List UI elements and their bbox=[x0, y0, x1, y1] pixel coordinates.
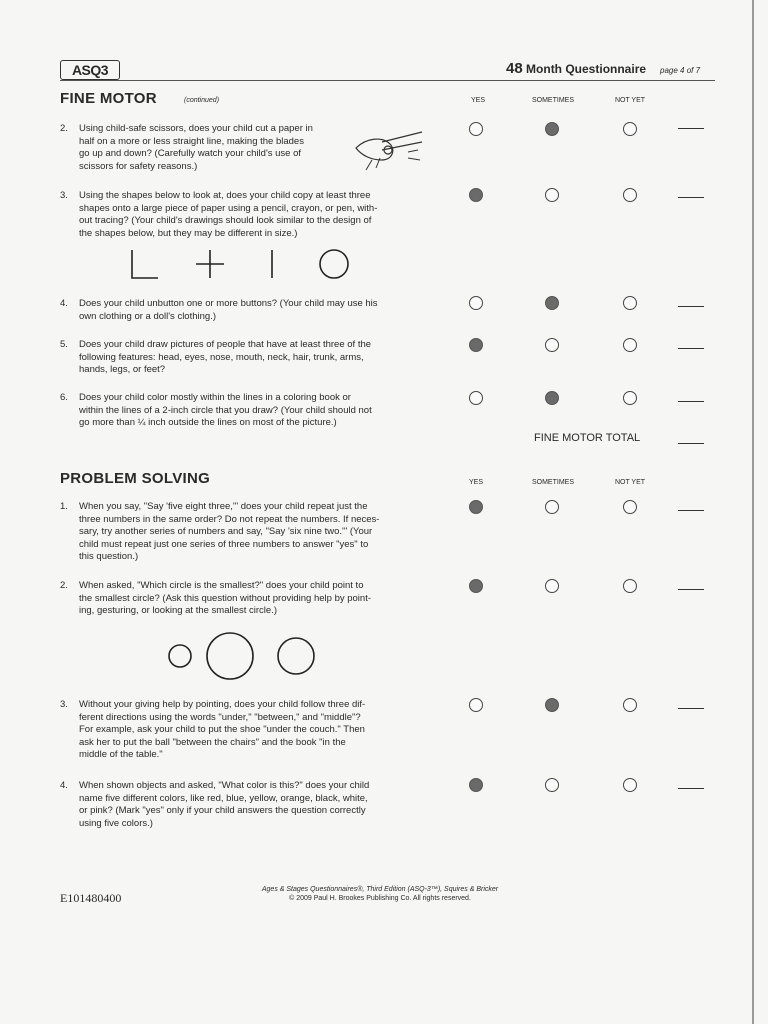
fm-q2-number: 2. bbox=[60, 123, 68, 134]
shape-circle bbox=[320, 250, 348, 278]
ps-q1-not-yet-radio[interactable] bbox=[623, 500, 637, 514]
fm-q4-not-yet-radio[interactable] bbox=[623, 296, 637, 310]
fm-q3-score-blank[interactable] bbox=[678, 197, 704, 198]
credit-line-1: Ages & Stages Questionnaires®, Third Edition (ASQ-3™), Squires & Bricker bbox=[261, 886, 499, 893]
ps-q4-score-blank[interactable] bbox=[678, 788, 704, 789]
ps-q2-text: When asked, "Which circle is the smallest?" does your child point to the smallest circle? (Ask this question without providing help by point- ing, gesturing, or looking at the smallest circle.) bbox=[79, 580, 372, 617]
ps-col-header-not-yet: NOT YET bbox=[614, 479, 646, 486]
fm-q6-sometimes-radio[interactable] bbox=[545, 391, 559, 405]
fm-q4-text: Does your child unbutton one or more buttons? (Your child may use his own clothing or a doll's clothing.) bbox=[79, 298, 378, 322]
ps-q3-number: 3. bbox=[60, 699, 68, 710]
ps-q2-not-yet-radio[interactable] bbox=[623, 579, 637, 593]
fm-q5-number: 5. bbox=[60, 339, 68, 350]
ps-q2-yes-radio[interactable] bbox=[469, 579, 483, 593]
questionnaire-number: 48 bbox=[506, 60, 523, 77]
fm-q3-sometimes-radio[interactable] bbox=[545, 188, 559, 202]
page-number: page 4 of 7 bbox=[660, 66, 701, 75]
fm-q3-text: Using the shapes below to look at, does your child copy at least three shapes onto a large piece of paper using a pencil, crayon, or pen, with- out tracing? (Your child's drawings should look similar to the design of the shapes below, but they may be different in size.) bbox=[79, 190, 378, 239]
fine-motor-title: FINE MOTOR bbox=[60, 90, 157, 107]
fm-q3-yes-radio[interactable] bbox=[469, 188, 483, 202]
ps-q2-score-blank[interactable] bbox=[678, 589, 704, 590]
credit-line-2: © 2009 Paul H. Brookes Publishing Co. All rights reserved. bbox=[289, 895, 471, 902]
fm-q3-number: 3. bbox=[60, 190, 68, 201]
fm-q6-not-yet-radio[interactable] bbox=[623, 391, 637, 405]
ps-q1-number: 1. bbox=[60, 501, 68, 512]
fine-motor-total-blank[interactable] bbox=[678, 443, 704, 444]
fm-q6-score-blank[interactable] bbox=[678, 401, 704, 402]
fm-q4-yes-radio[interactable] bbox=[469, 296, 483, 310]
ps-col-header-yes: YES bbox=[468, 479, 484, 486]
fm-q5-not-yet-radio[interactable] bbox=[623, 338, 637, 352]
copyright-credit bbox=[240, 885, 520, 903]
fm-q4-number: 4. bbox=[60, 298, 68, 309]
fm-q4-sometimes-radio[interactable] bbox=[545, 296, 559, 310]
questionnaire-label: Month Questionnaire bbox=[526, 62, 647, 76]
shape-plus bbox=[196, 250, 224, 278]
col-header-yes: YES bbox=[470, 97, 486, 104]
fm-q2-yes-radio[interactable] bbox=[469, 122, 483, 136]
ps-q4-number: 4. bbox=[60, 780, 68, 791]
asq3-logo: ASQ3 bbox=[60, 60, 120, 80]
fm-q5-score-blank[interactable] bbox=[678, 348, 704, 349]
ps-q1-sometimes-radio[interactable] bbox=[545, 500, 559, 514]
large-circle bbox=[207, 633, 253, 679]
small-circle bbox=[169, 645, 191, 667]
ps-q3-text: Without your giving help by pointing, does your child follow three dif- ferent directions using the words "under," "between," and "middle"? For example, ask your child to put the shoe "under the couch." Then ask her to put the ball "between the chairs" and the book "in the middle of the table." bbox=[79, 699, 366, 761]
ps-q3-yes-radio[interactable] bbox=[469, 698, 483, 712]
form-code: E101480400 bbox=[60, 891, 122, 905]
fm-q5-sometimes-radio[interactable] bbox=[545, 338, 559, 352]
header-rule bbox=[60, 80, 715, 81]
ps-q4-sometimes-radio[interactable] bbox=[545, 778, 559, 792]
ps-q2-sometimes-radio[interactable] bbox=[545, 579, 559, 593]
fm-q2-score-blank[interactable] bbox=[678, 128, 704, 129]
shape-l bbox=[132, 250, 158, 278]
ps-q4-yes-radio[interactable] bbox=[469, 778, 483, 792]
fm-q2-text: Using child-safe scissors, does your child cut a paper in half on a more or less straight line, making the blades go up and down? (Carefully watch your child's use of scissors for safety reasons.) bbox=[79, 123, 313, 172]
ps-q4-text: When shown objects and asked, "What color is this?" does your child name five different colors, like red, blue, yellow, orange, black, white, or pink? (Mark "yes" only if your child answers the question correctly using five colors.) bbox=[79, 780, 370, 829]
ps-q3-score-blank[interactable] bbox=[678, 708, 704, 709]
ps-q2-number: 2. bbox=[60, 580, 68, 591]
fm-q5-text: Does your child draw pictures of people that have at least three of the following features: head, eyes, nose, mouth, neck, hair, trunk, arms, hands, legs, or feet? bbox=[79, 339, 372, 376]
ps-q4-not-yet-radio[interactable] bbox=[623, 778, 637, 792]
ps-col-header-sometimes: SOMETIMES bbox=[531, 479, 575, 486]
page-edge-line bbox=[752, 0, 754, 1024]
scissors-illustration bbox=[352, 128, 426, 172]
ps-q1-score-blank[interactable] bbox=[678, 510, 704, 511]
fm-q5-yes-radio[interactable] bbox=[469, 338, 483, 352]
fm-q6-text: Does your child color mostly within the lines in a coloring book or within the lines of a 2-inch circle that you draw? (Your child should not go more than ¼ inch outside the lines on most of the picture.) bbox=[79, 392, 372, 429]
fine-motor-total-label: FINE MOTOR TOTAL bbox=[534, 432, 641, 444]
fm-q2-not-yet-radio[interactable] bbox=[623, 122, 637, 136]
fm-q3-not-yet-radio[interactable] bbox=[623, 188, 637, 202]
col-header-not-yet: NOT YET bbox=[614, 97, 646, 104]
fm-q4-score-blank[interactable] bbox=[678, 306, 704, 307]
continued-note: (continued) bbox=[184, 97, 220, 104]
questionnaire-title bbox=[506, 60, 646, 77]
three-circles bbox=[162, 630, 322, 682]
ps-q3-not-yet-radio[interactable] bbox=[623, 698, 637, 712]
ps-q3-sometimes-radio[interactable] bbox=[545, 698, 559, 712]
col-header-sometimes: SOMETIMES bbox=[531, 97, 575, 104]
problem-solving-title: PROBLEM SOLVING bbox=[60, 470, 211, 487]
fm-q6-number: 6. bbox=[60, 392, 68, 403]
fm-q6-yes-radio[interactable] bbox=[469, 391, 483, 405]
ps-q1-text: When you say, "Say 'five eight three,'" does your child repeat just the three numbers in the same order? Do not repeat the numbers. If neces- sary, try another series of numbers and say, "Say 'six nine two.'" (Your child must repeat just one series of three numbers to answer "yes" to this question.) bbox=[79, 501, 380, 563]
medium-circle bbox=[278, 638, 314, 674]
ps-q1-yes-radio[interactable] bbox=[469, 500, 483, 514]
fm-q2-sometimes-radio[interactable] bbox=[545, 122, 559, 136]
shapes-to-copy bbox=[126, 246, 356, 282]
